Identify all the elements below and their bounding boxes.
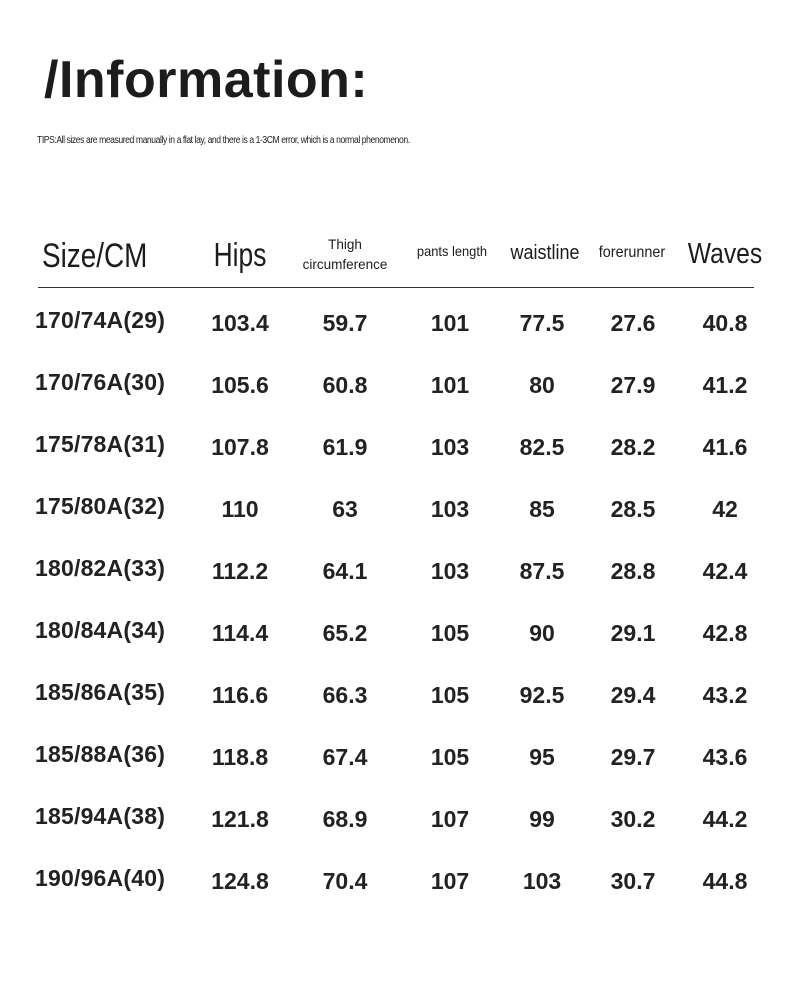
measurement-cell: 103 bbox=[522, 868, 562, 894]
header-thigh-line2: circumference bbox=[302, 257, 388, 272]
measurement-cell: 107 bbox=[430, 806, 470, 832]
measurement-cell: 40.8 bbox=[702, 310, 748, 336]
measurement-cell: 67.4 bbox=[322, 744, 368, 770]
header-pants-length: pants length bbox=[416, 243, 488, 259]
measurement-cell: 42.4 bbox=[702, 558, 748, 584]
measurement-cell: 85 bbox=[529, 496, 555, 522]
measurement-cell: 95 bbox=[529, 744, 555, 770]
tips-note: TIPS:All sizes are measured manually in a flat lay, and there is a 1-3CM error, which is a normal phenomenon. bbox=[37, 135, 410, 146]
measurement-cell: 44.2 bbox=[702, 806, 748, 832]
table-row bbox=[0, 866, 790, 906]
size-cell: 175/80A(32) bbox=[35, 493, 166, 519]
measurement-cell: 29.1 bbox=[610, 620, 656, 646]
measurement-cell: 105 bbox=[430, 620, 470, 646]
measurement-cell: 28.2 bbox=[610, 434, 656, 460]
measurement-cell: 68.9 bbox=[322, 806, 368, 832]
page-title: /Information: bbox=[44, 51, 369, 109]
measurement-cell: 64.1 bbox=[322, 558, 368, 584]
header-waves: Waves bbox=[687, 238, 763, 270]
measurement-cell: 107 bbox=[430, 868, 470, 894]
measurement-cell: 92.5 bbox=[519, 682, 565, 708]
size-cell: 175/78A(31) bbox=[35, 431, 166, 457]
table-row bbox=[0, 618, 790, 658]
measurement-cell: 30.2 bbox=[610, 806, 656, 832]
measurement-cell: 103 bbox=[430, 558, 470, 584]
measurement-cell: 66.3 bbox=[322, 682, 368, 708]
size-cell: 185/88A(36) bbox=[35, 741, 166, 767]
size-cell: 185/86A(35) bbox=[35, 679, 166, 705]
measurement-cell: 41.2 bbox=[702, 372, 748, 398]
table-row bbox=[0, 308, 790, 348]
measurement-cell: 27.9 bbox=[610, 372, 656, 398]
measurement-cell: 99 bbox=[529, 806, 555, 832]
size-cell: 180/82A(33) bbox=[35, 555, 166, 581]
measurement-cell: 112.2 bbox=[211, 558, 269, 584]
measurement-cell: 77.5 bbox=[519, 310, 565, 336]
table-row bbox=[0, 680, 790, 720]
header-waistline: waistline bbox=[510, 242, 580, 264]
measurement-cell: 61.9 bbox=[322, 434, 368, 460]
measurement-cell: 43.2 bbox=[702, 682, 748, 708]
measurement-cell: 103 bbox=[430, 434, 470, 460]
header-forerunner: forerunner bbox=[598, 244, 666, 261]
size-cell: 185/94A(38) bbox=[35, 803, 166, 829]
measurement-cell: 105.6 bbox=[211, 372, 269, 398]
measurement-cell: 44.8 bbox=[702, 868, 748, 894]
measurement-cell: 121.8 bbox=[211, 806, 269, 832]
table-row bbox=[0, 370, 790, 410]
measurement-cell: 28.5 bbox=[610, 496, 656, 522]
measurement-cell: 42 bbox=[712, 496, 738, 522]
measurement-cell: 29.7 bbox=[610, 744, 656, 770]
measurement-cell: 101 bbox=[430, 310, 470, 336]
measurement-cell: 103.4 bbox=[211, 310, 269, 336]
size-cell: 190/96A(40) bbox=[35, 865, 166, 891]
table-row bbox=[0, 804, 790, 844]
measurement-cell: 43.6 bbox=[702, 744, 748, 770]
measurement-cell: 63 bbox=[332, 496, 358, 522]
size-cell: 180/84A(34) bbox=[35, 617, 166, 643]
measurement-cell: 80 bbox=[529, 372, 555, 398]
header-size: Size/CM bbox=[42, 237, 148, 275]
measurement-cell: 60.8 bbox=[322, 372, 368, 398]
measurement-cell: 116.6 bbox=[211, 682, 269, 708]
header-divider bbox=[38, 287, 754, 288]
measurement-cell: 30.7 bbox=[610, 868, 656, 894]
measurement-cell: 28.8 bbox=[610, 558, 656, 584]
header-hips: Hips bbox=[213, 236, 267, 273]
measurement-cell: 65.2 bbox=[322, 620, 368, 646]
measurement-cell: 101 bbox=[430, 372, 470, 398]
measurement-cell: 90 bbox=[529, 620, 555, 646]
measurement-cell: 29.4 bbox=[610, 682, 656, 708]
measurement-cell: 87.5 bbox=[519, 558, 565, 584]
table-row bbox=[0, 556, 790, 596]
measurement-cell: 114.4 bbox=[211, 620, 269, 646]
measurement-cell: 82.5 bbox=[519, 434, 565, 460]
table-row bbox=[0, 432, 790, 472]
measurement-cell: 70.4 bbox=[322, 868, 368, 894]
table-row bbox=[0, 494, 790, 534]
measurement-cell: 118.8 bbox=[211, 744, 269, 770]
header-thigh-circumference bbox=[303, 235, 388, 275]
measurement-cell: 41.6 bbox=[702, 434, 748, 460]
measurement-cell: 59.7 bbox=[322, 310, 368, 336]
measurement-cell: 105 bbox=[430, 682, 470, 708]
measurement-cell: 27.6 bbox=[610, 310, 656, 336]
size-cell: 170/76A(30) bbox=[35, 369, 166, 395]
header-thigh-line1: Thigh bbox=[328, 237, 362, 252]
measurement-cell: 124.8 bbox=[211, 868, 269, 894]
measurement-cell: 107.8 bbox=[211, 434, 269, 460]
measurement-cell: 105 bbox=[430, 744, 470, 770]
size-cell: 170/74A(29) bbox=[35, 307, 166, 333]
measurement-cell: 103 bbox=[430, 496, 470, 522]
measurement-cell: 42.8 bbox=[702, 620, 748, 646]
table-row bbox=[0, 742, 790, 782]
measurement-cell: 110 bbox=[221, 496, 259, 522]
